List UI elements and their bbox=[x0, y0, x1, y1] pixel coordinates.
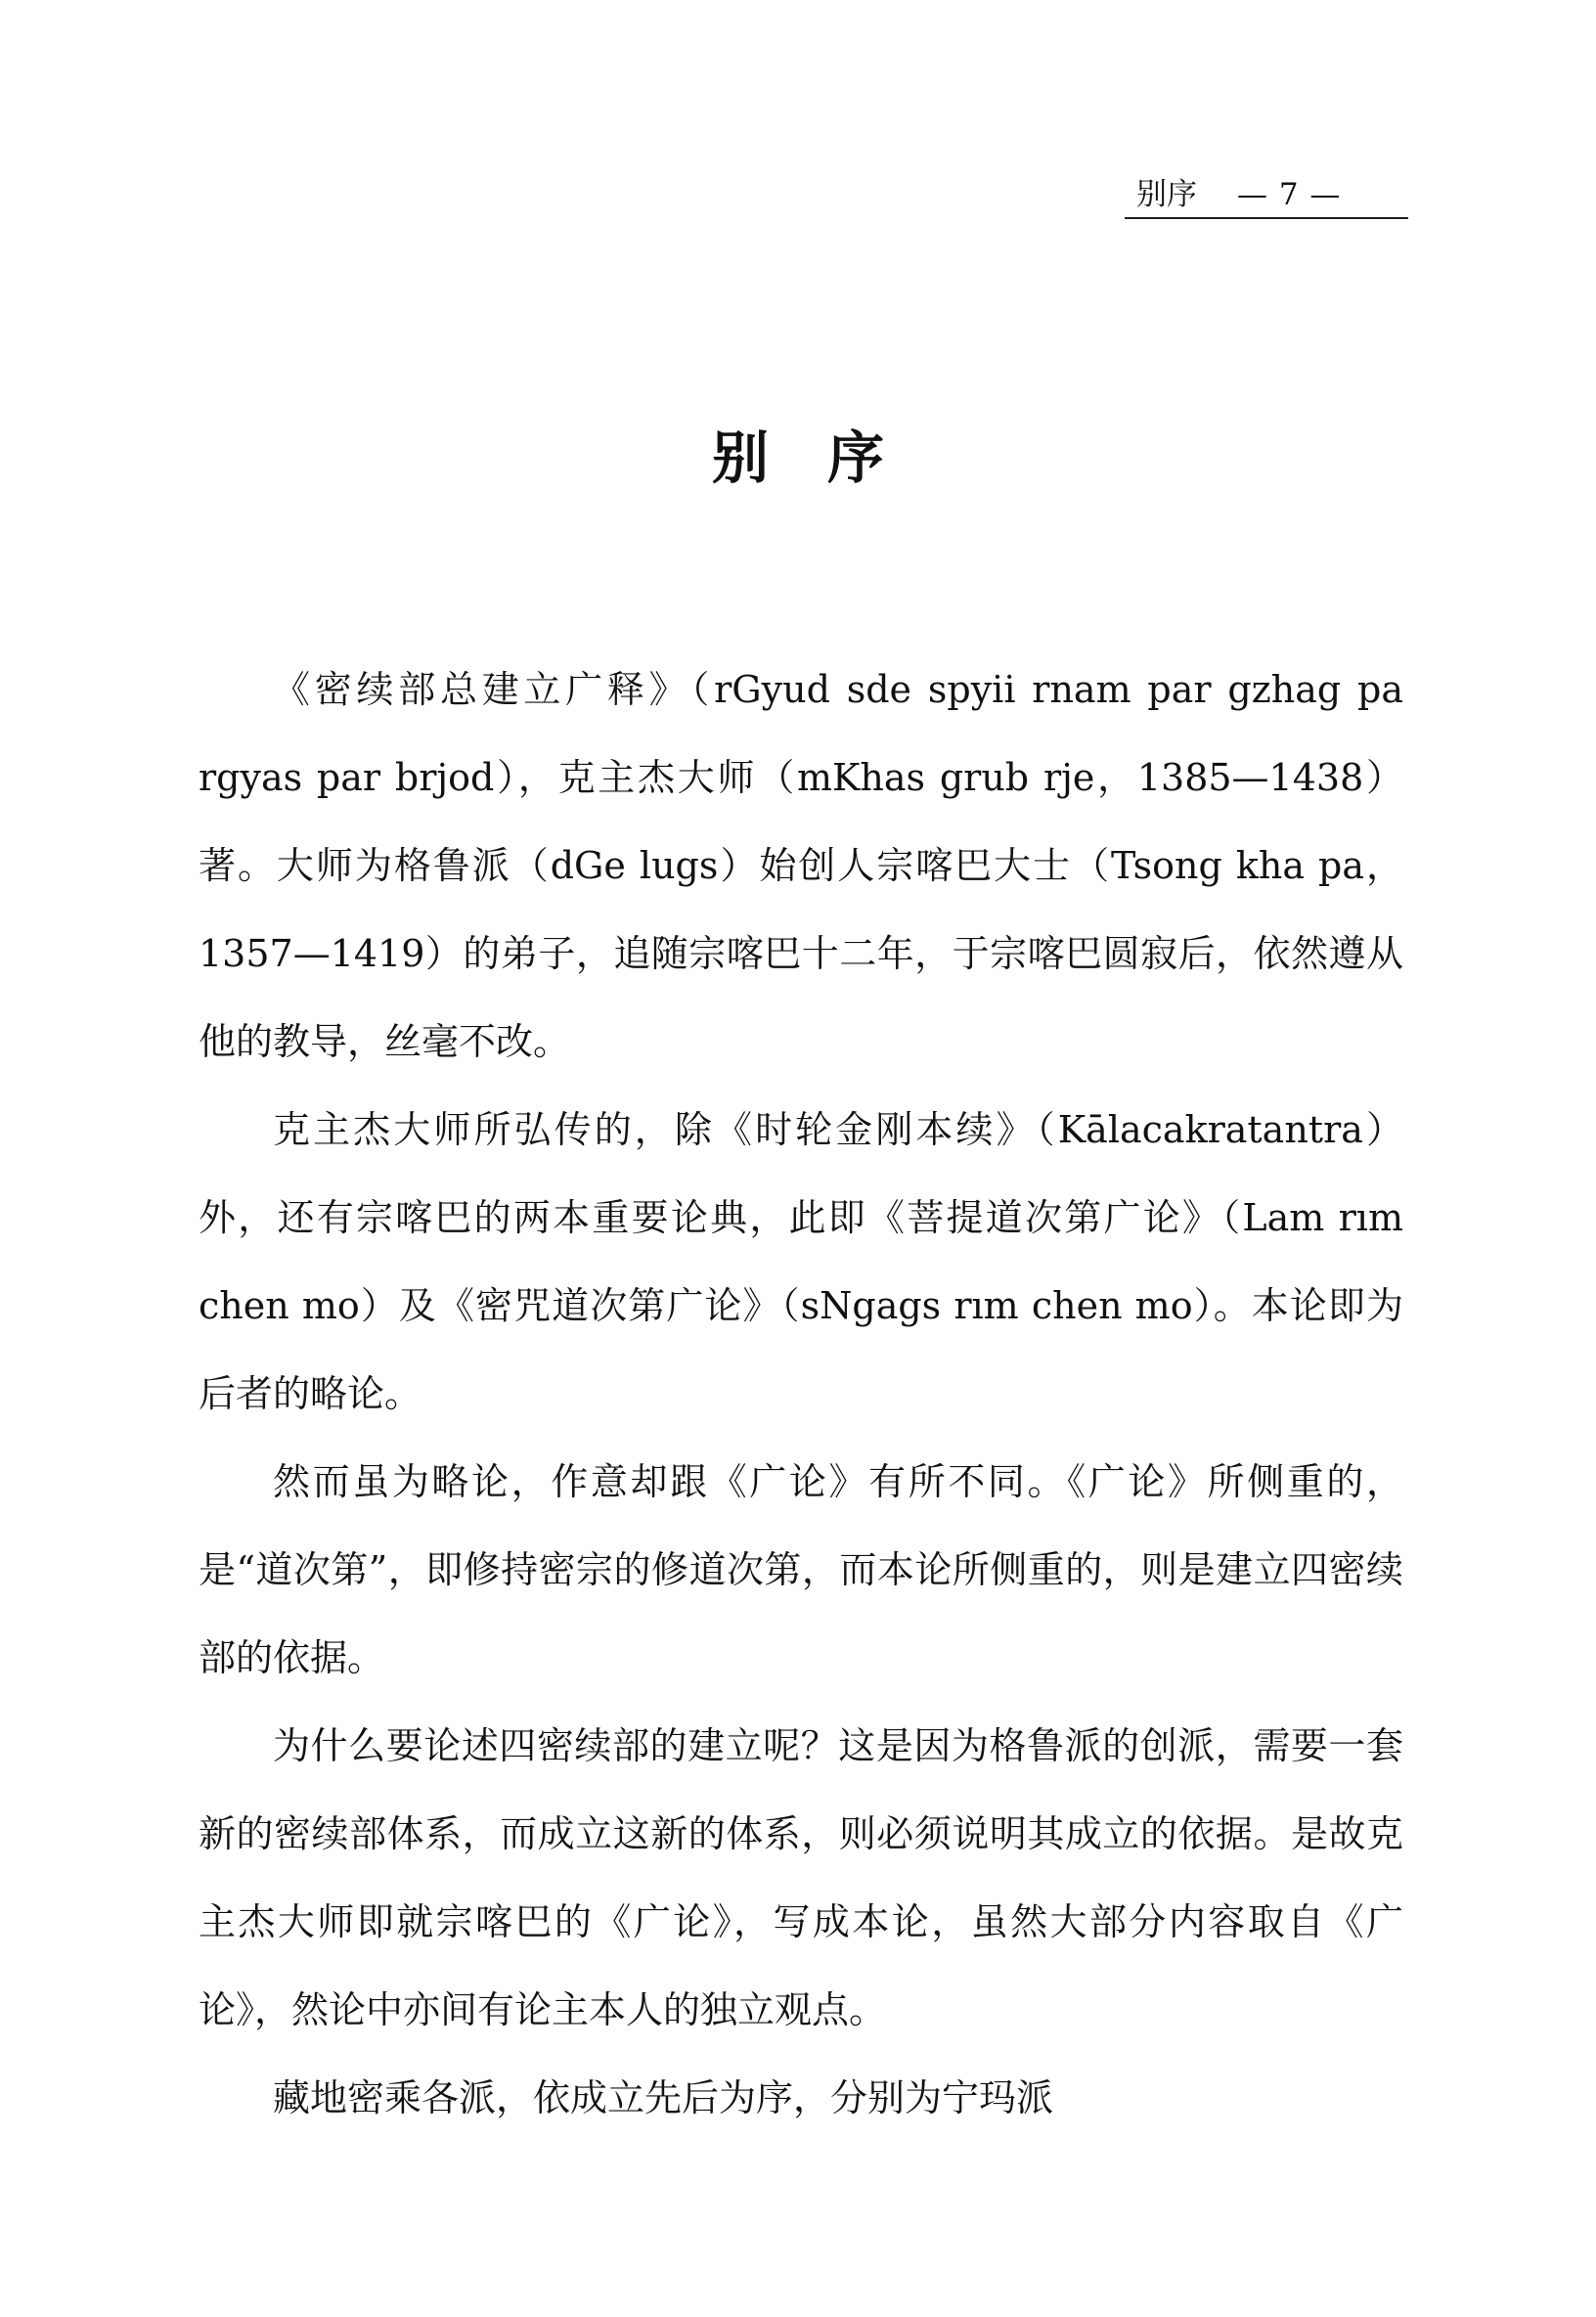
body-text bbox=[199, 646, 1403, 2142]
page-number: — 7 — bbox=[1237, 177, 1342, 212]
paragraph: 藏地密乘各派，依成立先后为序，分别为宁玛派 bbox=[273, 2076, 1054, 2119]
paragraph: 然而虽为略论，作意却跟《广论》有所不同。《广论》所侧重的，是“道次第”，即修持密宗的修道次第，而本论所侧重的，则是建立四密续部的依据。 bbox=[199, 1460, 1403, 1679]
running-header bbox=[1125, 172, 1408, 219]
paragraph: 为什么要论述四密续部的建立呢？这是因为格鲁派的创派，需要一套新的密续部体系，而成立这新的体系，则必须说明其成立的依据。是故克主杰大师即就宗喀巴的《广论》，写成本论，虽然大部分内容取自《广论》，然论中亦间有论主本人的独立观点。 bbox=[199, 1724, 1403, 2031]
paragraph: 《密续部总建立广释》（rGyud sde spyii rnam par gzhag pa rgyas par brjod），克主杰大师（mKhas grub rje，1385—1438）著。大师为格鲁派（dGe lugs）始创人宗喀巴大士（Tsong kha pa，1357—1419）的弟子，追随宗喀巴十二年，于宗喀巴圆寂后，依然遵从他的教导，丝毫不改。 bbox=[199, 668, 1403, 1063]
paragraph: 克主杰大师所弘传的，除《时轮金刚本续》（Kālacakratantra）外，还有宗喀巴的两本重要论典，此即《菩提道次第广论》（Lam rım chen mo）及《密咒道次第广论》（sNgags rım chen mo）。本论即为后者的略论。 bbox=[199, 1108, 1403, 1415]
chapter-title: 别序 bbox=[711, 424, 943, 491]
running-header-title: 别序 bbox=[1136, 177, 1197, 212]
